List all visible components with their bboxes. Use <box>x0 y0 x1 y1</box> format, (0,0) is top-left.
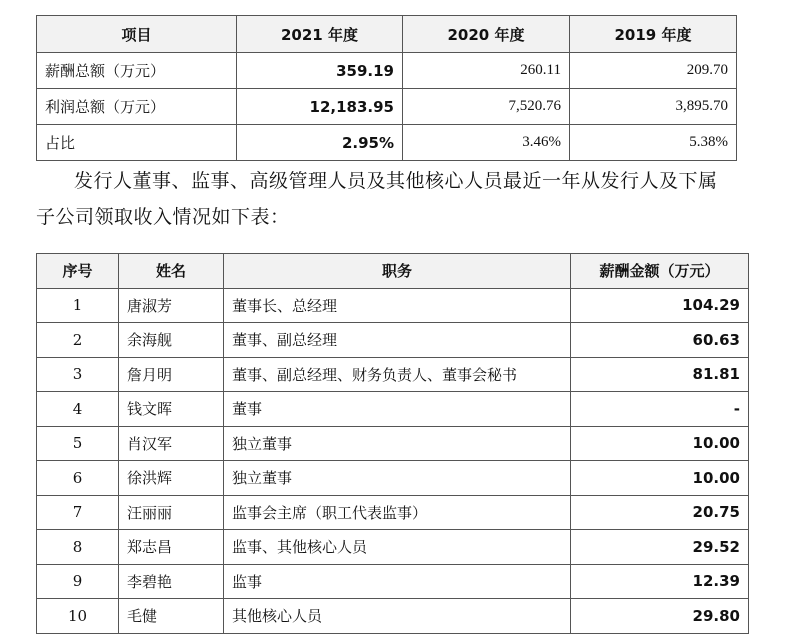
amount-cell: 12.39 <box>571 564 749 599</box>
table-row <box>37 530 749 565</box>
amount-cell: 29.52 <box>571 530 749 565</box>
amount-cell: 29.80 <box>571 599 749 634</box>
summary-header-2019: 2019 年度 <box>570 16 737 53</box>
name-cell: 唐淑芳 <box>119 288 224 323</box>
summary-2021-cell: 12,183.95 <box>237 89 403 125</box>
position-cell: 监事会主席（职工代表监事） <box>224 495 571 530</box>
name-cell: 詹月明 <box>119 357 224 392</box>
row-number-cell: 4 <box>37 392 119 427</box>
summary-2021-cell: 359.19 <box>237 53 403 89</box>
table-row <box>37 495 749 530</box>
name-cell: 余海舰 <box>119 323 224 358</box>
amount-cell: 81.81 <box>571 357 749 392</box>
table-row <box>37 89 737 125</box>
amount-cell: 60.63 <box>571 323 749 358</box>
summary-2019-cell: 5.38% <box>570 125 737 161</box>
row-number-cell: 3 <box>37 357 119 392</box>
table-row <box>37 323 749 358</box>
position-cell: 董事 <box>224 392 571 427</box>
name-cell: 毛健 <box>119 599 224 634</box>
income-header-no: 序号 <box>37 254 119 289</box>
income-header-amount: 薪酬金额（万元） <box>571 254 749 289</box>
summary-item-cell: 利润总额（万元） <box>37 89 237 125</box>
name-cell: 肖汉军 <box>119 426 224 461</box>
summary-2019-cell: 3,895.70 <box>570 89 737 125</box>
table-row <box>37 125 737 161</box>
table-row <box>37 392 749 427</box>
summary-header-item: 项目 <box>37 16 237 53</box>
name-cell: 钱文晖 <box>119 392 224 427</box>
amount-cell: - <box>571 392 749 427</box>
position-cell: 董事、副总经理、财务负责人、董事会秘书 <box>224 357 571 392</box>
table-row <box>37 288 749 323</box>
summary-header-2021: 2021 年度 <box>237 16 403 53</box>
amount-cell: 104.29 <box>571 288 749 323</box>
summary-2020-cell: 3.46% <box>403 125 570 161</box>
name-cell: 汪丽丽 <box>119 495 224 530</box>
name-cell: 郑志昌 <box>119 530 224 565</box>
table-row <box>37 426 749 461</box>
row-number-cell: 2 <box>37 323 119 358</box>
summary-2020-cell: 260.11 <box>403 53 570 89</box>
row-number-cell: 5 <box>37 426 119 461</box>
summary-item-cell: 占比 <box>37 125 237 161</box>
summary-header-row <box>37 16 737 53</box>
compensation-summary-table <box>36 15 737 161</box>
row-number-cell: 8 <box>37 530 119 565</box>
name-cell: 徐洪辉 <box>119 461 224 496</box>
row-number-cell: 9 <box>37 564 119 599</box>
summary-header-2020: 2020 年度 <box>403 16 570 53</box>
position-cell: 董事、副总经理 <box>224 323 571 358</box>
summary-item-cell: 薪酬总额（万元） <box>37 53 237 89</box>
summary-2020-cell: 7,520.76 <box>403 89 570 125</box>
income-header-row <box>37 254 749 289</box>
table-row <box>37 53 737 89</box>
position-cell: 独立董事 <box>224 461 571 496</box>
income-header-name: 姓名 <box>119 254 224 289</box>
summary-2019-cell: 209.70 <box>570 53 737 89</box>
income-header-position: 职务 <box>224 254 571 289</box>
row-number-cell: 6 <box>37 461 119 496</box>
amount-cell: 10.00 <box>571 426 749 461</box>
amount-cell: 10.00 <box>571 461 749 496</box>
position-cell: 监事 <box>224 564 571 599</box>
position-cell: 独立董事 <box>224 426 571 461</box>
table-row <box>37 461 749 496</box>
row-number-cell: 1 <box>37 288 119 323</box>
amount-cell: 20.75 <box>571 495 749 530</box>
table-row <box>37 599 749 634</box>
table-row <box>37 564 749 599</box>
intro-paragraph-line-1: 发行人董事、监事、高级管理人员及其他核心人员最近一年从发行人及下属 <box>74 170 718 192</box>
position-cell: 监事、其他核心人员 <box>224 530 571 565</box>
intro-paragraph-line-2: 子公司领取收入情况如下表： <box>36 206 290 228</box>
name-cell: 李碧艳 <box>119 564 224 599</box>
row-number-cell: 10 <box>37 599 119 634</box>
summary-2021-cell: 2.95% <box>237 125 403 161</box>
position-cell: 董事长、总经理 <box>224 288 571 323</box>
executive-income-table <box>36 253 749 634</box>
row-number-cell: 7 <box>37 495 119 530</box>
position-cell: 其他核心人员 <box>224 599 571 634</box>
table-row <box>37 357 749 392</box>
